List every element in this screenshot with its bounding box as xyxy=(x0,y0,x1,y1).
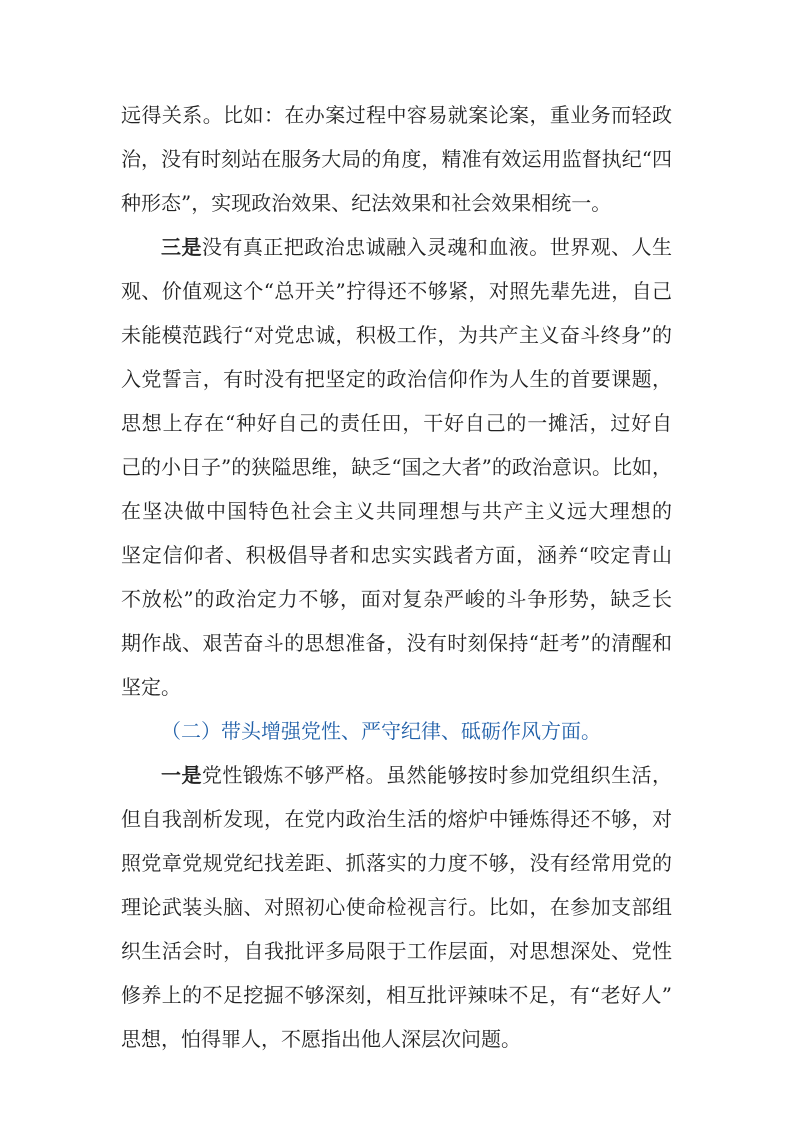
paragraph-first-line xyxy=(0,757,793,793)
section-heading: （二）带头增强党性、严守纪律、砥砺作风方面。 xyxy=(161,719,601,743)
paragraph-line: 理论武装头脑、对照初心使命检视言行。比如，在参加支部组 xyxy=(121,895,672,919)
paragraph-line: 种形态”，实现政治效果、纪法效果和社会效果相统一。 xyxy=(121,191,612,215)
paragraph-line: 远得关系。比如：在办案过程中容易就案论案，重业务而轻政 xyxy=(121,103,672,127)
paragraph-line: 在坚决做中国特色社会主义共同理想与共产主义远大理想的 xyxy=(121,499,672,523)
paragraph-first-line-text: 党性锻炼不够严格。虽然能够按时参加党组织生活， xyxy=(201,763,673,787)
paragraph-line: 入党誓言，有时没有把坚定的政治信仰作为人生的首要课题， xyxy=(121,367,672,391)
paragraph-line: 但自我剖析发现，在党内政治生活的熔炉中锤炼得还不够，对 xyxy=(121,807,672,831)
paragraph-line: 修养上的不足挖掘不够深刻，相互批评辣味不足，有“老好人” xyxy=(121,983,672,1007)
paragraph-first-line-text: 没有真正把政治忠诚融入灵魂和血液。世界观、人生 xyxy=(201,235,673,259)
paragraph-line: 思想上存在“种好自己的责任田，干好自己的一摊活，过好自 xyxy=(121,411,672,435)
paragraph-line: 思想，怕得罪人，不愿指出他人深层次问题。 xyxy=(121,1027,521,1051)
paragraph-first-line xyxy=(0,229,793,265)
paragraph-line: 己的小日子”的狭隘思维，缺乏“国之大者”的政治意识。比如， xyxy=(121,455,672,479)
paragraph-line: 治，没有时刻站在服务大局的角度，精准有效运用监督执纪“四 xyxy=(121,147,672,171)
paragraph-line: 不放松”的政治定力不够，面对复杂严峻的斗争形势，缺乏长 xyxy=(121,587,672,611)
paragraph-line: 观、价值观这个“总开关”拧得还不够紧，对照先辈先进，自己 xyxy=(121,279,672,303)
paragraph-line: 坚定。 xyxy=(121,675,181,699)
paragraph-line: 坚定信仰者、积极倡导者和忠实实践者方面，涵养“咬定青山 xyxy=(121,543,672,567)
paragraph-line: 期作战、艰苦奋斗的思想准备，没有时刻保持“赶考”的清醒和 xyxy=(121,631,672,655)
paragraph-line: 织生活会时，自我批评多局限于工作层面，对思想深处、党性 xyxy=(121,939,672,963)
paragraph-lead: 一是 xyxy=(161,763,202,787)
paragraph-line: 未能模范践行“对党忠诚，积极工作，为共产主义奋斗终身”的 xyxy=(121,323,672,347)
paragraph-line: 照党章党规党纪找差距、抓落实的力度不够，没有经常用党的 xyxy=(121,851,672,875)
paragraph-lead: 三是 xyxy=(161,235,202,259)
